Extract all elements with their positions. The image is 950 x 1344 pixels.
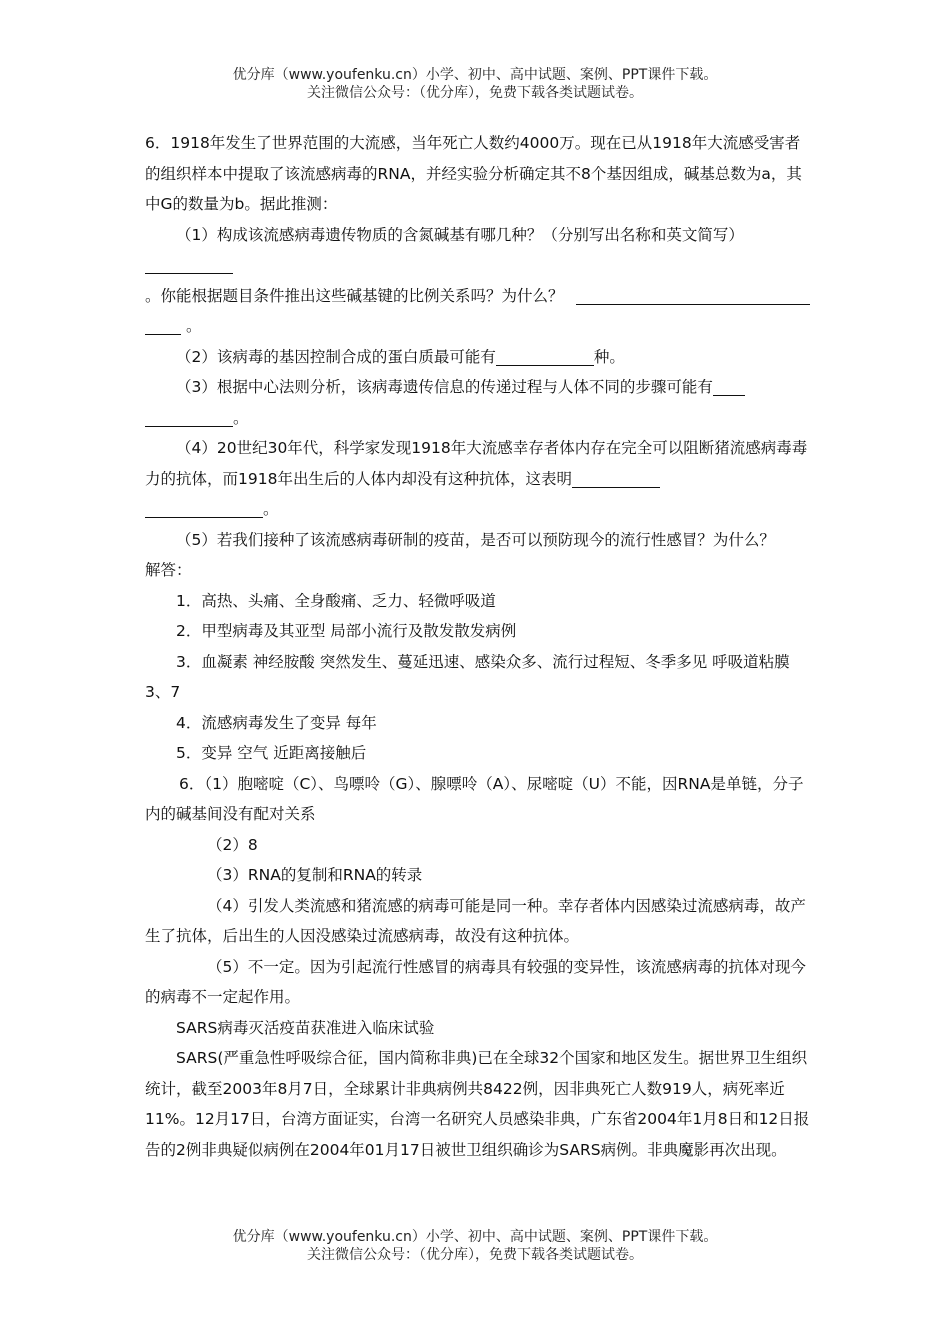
- page-header: [0, 66, 950, 102]
- answer-blank-4-cont: [145, 494, 810, 525]
- fill-blank: [145, 255, 233, 274]
- period-mark: 。: [185, 317, 202, 335]
- header-line-2: 关注微信公众号：（优分库），免费下载各类试题试卷。: [307, 85, 643, 101]
- answers-label: 解答：: [145, 561, 192, 579]
- footer-line-1: 优分库（www.youfenku.cn）小学、初中、高中试题、案例、PPT课件下载。: [232, 1229, 718, 1245]
- question-part-1: （1）构成该流感病毒遗传物质的含氮碱基有哪几种？（分别写出名称和英文简写）: [176, 225, 744, 244]
- question-part-1b: 。你能根据题目条件推出这些碱基键的比例关系吗？为什么？: [145, 286, 564, 305]
- document-body: [145, 128, 810, 1165]
- page-footer: [0, 1228, 950, 1264]
- question-part-3: （3）根据中心法则分析，该病毒遗传信息的传递过程与人体不同的步骤可能有: [145, 372, 810, 403]
- answer-5: 5．变异 空气 近距离接触后: [176, 744, 367, 762]
- article-body: SARS(严重急性呼吸综合征，国内简称非典)已在全球32个国家和地区发生。据世界卫生组织统计，截至2003年8月7日，全球累计非典病例共8422例，因非典死亡人数919人，病死率近11%。12月17日，台湾方面证实，台湾一名研究人员感染非典，广东省2004年1月8日和12日报告的2例非典疑似病例在2004年01月17日被世卫组织确诊为SARS病例。非典魔影再次出现。: [145, 1049, 810, 1159]
- answer-6-3: （3）RNA的复制和RNA的转录: [207, 866, 423, 884]
- fill-blank: [145, 316, 181, 335]
- answer-1: 1．高热、头痛、全身酸痛、乏力、轻微呼吸道: [176, 591, 496, 610]
- footer-line-2: 关注微信公众号：（优分库），免费下载各类试题试卷。: [307, 1247, 643, 1263]
- fill-blank: [145, 499, 263, 518]
- answer-4: 4．流感病毒发生了变异 每年: [176, 713, 377, 732]
- answer-6-4: （4）引发人类流感和猪流感的病毒可能是同一种。幸存者体内因感染过流感病毒，故产生了抗体，后出生的人因没感染过流感病毒，故没有这种抗体。: [145, 896, 806, 945]
- fill-blank: [572, 469, 660, 488]
- answer-2: 2．甲型病毒及其亚型 局部小流行及散发散发病例: [176, 622, 517, 640]
- article-title: SARS病毒灭活疫苗获准进入临床试验: [176, 1018, 435, 1037]
- answer-6-5: （5）不一定。因为引起流行性感冒的病毒具有较强的变异性，该流感病毒的抗体对现今的病毒不一定起作用。: [145, 957, 806, 1006]
- question-intro: 6．1918年发生了世界范围的大流感，当年死亡人数约4000万。现在已从1918年大流感受害者的组织样本中提取了该流感病毒的RNA，并经实验分析确定其不8个基因组成，碱基总数为a，其中G的数量为b。据此推测：: [145, 134, 802, 213]
- question-part-5: （5）若我们接种了该流感病毒研制的疫苗，是否可以预防现今的流行性感冒？为什么？: [176, 530, 775, 549]
- answer-6-2: （2）8: [207, 835, 258, 854]
- answer-6-1: 6．（1）胞嘧啶（C）、鸟嘌呤（G）、腺嘌呤（A）、尿嘧啶（U）不能，因RNA是单链，分子内的碱基间没有配对关系: [145, 774, 804, 823]
- period-mark: 。: [233, 408, 249, 427]
- period-mark: 。: [263, 500, 279, 518]
- answer-3: 3．血凝素 神经胺酸 突然发生、蔓延迅速、感染众多、流行过程短、冬季多见 呼吸道粘膜 3、7: [145, 652, 790, 701]
- answer-blank-1: [145, 250, 810, 281]
- answer-blank-1b-cont: [145, 311, 810, 342]
- fill-blank: [713, 377, 745, 396]
- question-part-4: （4）20世纪30年代，科学家发现1918年大流感幸存者体内存在完全可以阻断猪流感病毒毒力的抗体，而1918年出生后的人体内却没有这种抗体，这表明: [145, 439, 808, 488]
- fill-blank: [576, 286, 810, 305]
- fill-blank: [496, 347, 594, 366]
- question-part-2: （2）该病毒的基因控制合成的蛋白质最可能有 种。: [176, 347, 625, 366]
- answer-blank-3-cont: [145, 403, 810, 434]
- fill-blank: [145, 408, 233, 427]
- question-part-1b-row: [145, 281, 810, 312]
- header-line-1: 优分库（www.youfenku.cn）小学、初中、高中试题、案例、PPT课件下载。: [232, 67, 718, 83]
